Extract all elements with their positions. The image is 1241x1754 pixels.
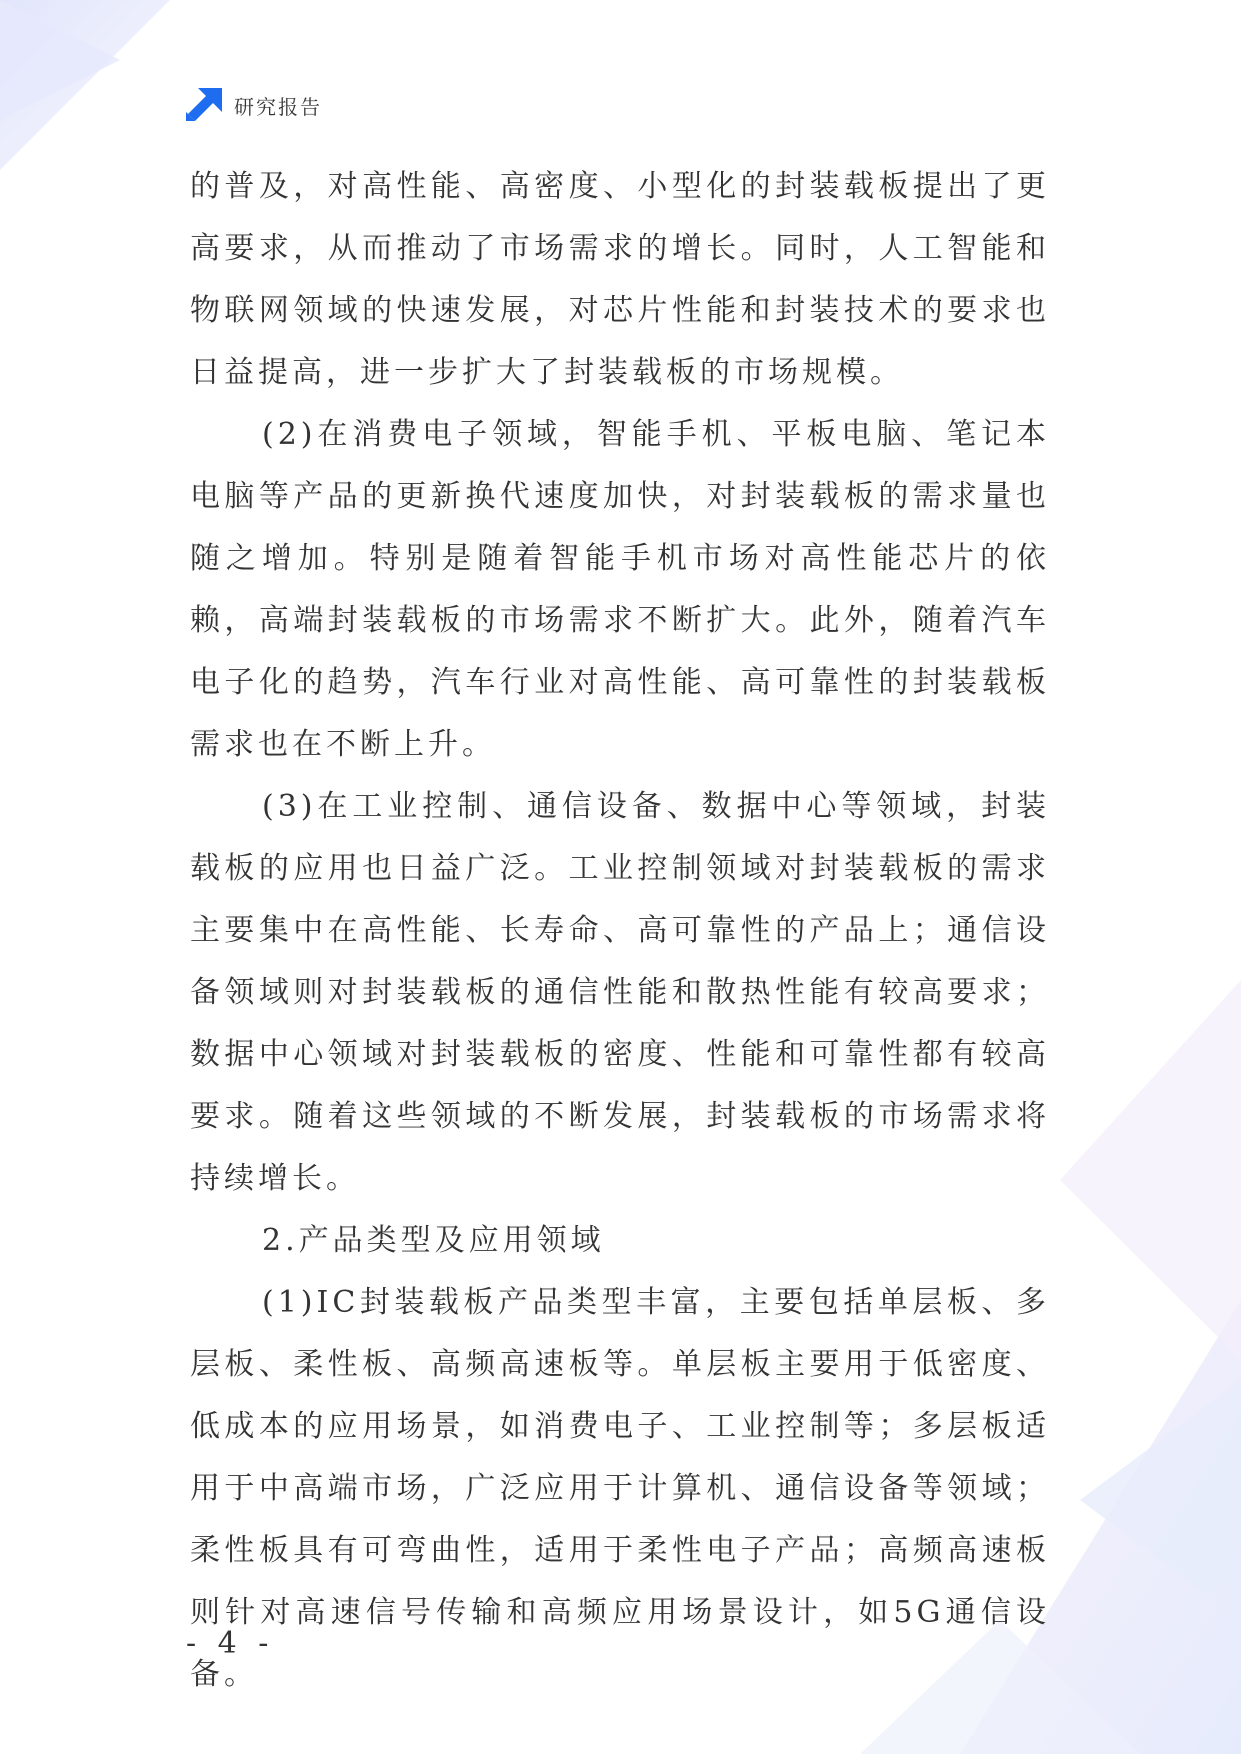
section-heading: 2.产品类型及应用领域 [262,1223,605,1258]
paragraph-product-types: (1)IC封装载板产品类型丰富，主要包括单层板、多层板、柔性板、高频高速板等。单层板主要用于低密度、低成本的应用场景，如消费电子、工业控制等；多层板适用于中高端市场，广泛应用于计算机、通信设备等领域；柔性板具有可弯曲性，适用于柔性电子产品；高频高速板则针对高速信号传输和高频应用场景设计，如5G通信设备。 [190,1285,1050,1692]
paragraph-continuation: 的普及，对高性能、高密度、小型化的封装载板提出了更高要求，从而推动了市场需求的增长。同时，人工智能和物联网领域的快速发展，对芯片性能和封装技术的要求也日益提高，进一步扩大了封装载板的市场规模。 [190,169,1050,390]
body-content [190,156,1050,1706]
report-header [186,88,322,122]
report-header-title: 研究报告 [234,94,322,119]
paragraph-consumer-electronics: (2)在消费电子领域，智能手机、平板电脑、笔记本电脑等产品的更新换代速度加快，对封装载板的需求量也随之增加。特别是随着智能手机市场对高性能芯片的依赖，高端封装载板的市场需求不断扩大。此外，随着汽车电子化的趋势，汽车行业对高性能、高可靠性的封装载板需求也在不断上升。 [190,417,1050,762]
arrow-up-right-icon [186,88,222,122]
paragraph-industrial-communication: (3)在工业控制、通信设备、数据中心等领域，封装载板的应用也日益广泛。工业控制领域对封装载板的需求主要集中在高性能、长寿命、高可靠性的产品上；通信设备领域则对封装载板的通信性能和散热性能有较高要求；数据中心领域对封装载板的密度、性能和可靠性都有较高要求。随着这些领域的不断发展，封装载板的市场需求将持续增长。 [190,789,1050,1196]
page-number: - 4 - [186,1626,275,1661]
